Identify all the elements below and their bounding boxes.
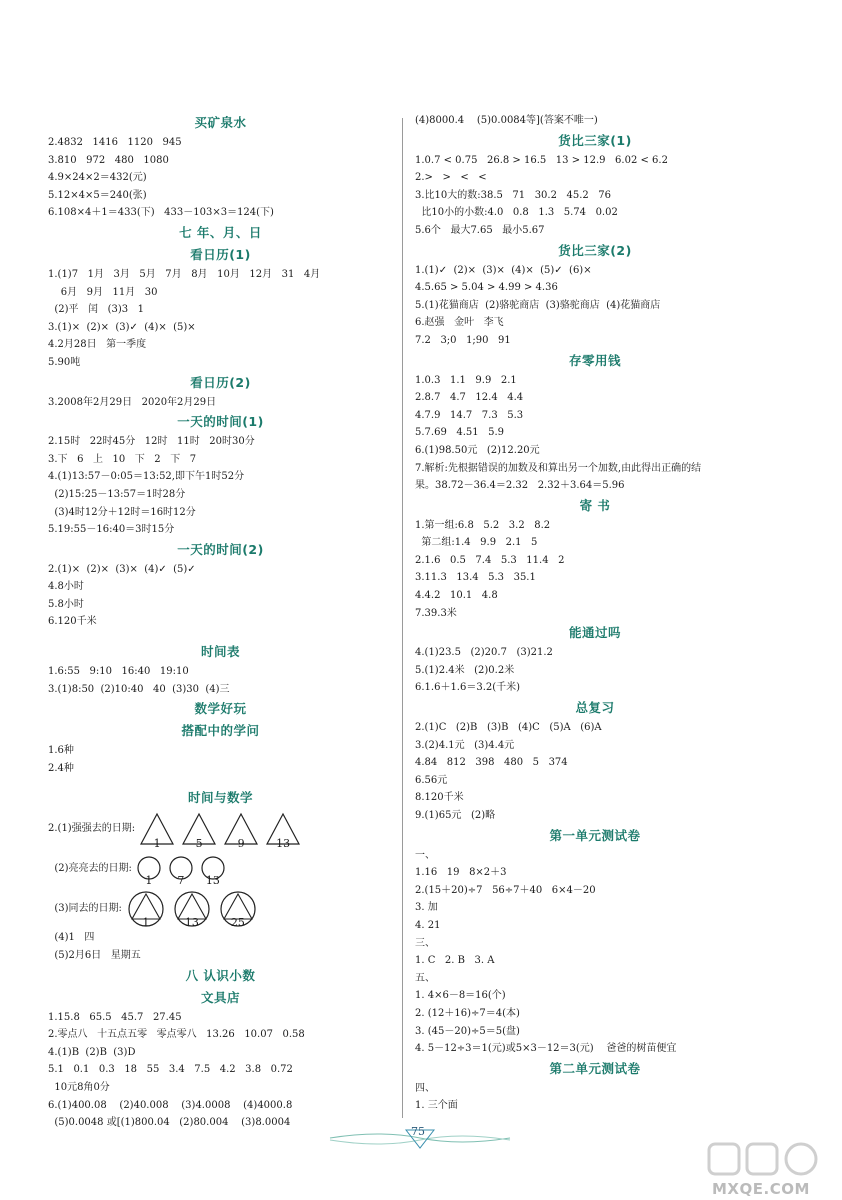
triangle-number xyxy=(223,812,259,851)
figure-answer-row xyxy=(48,849,393,889)
figure-answer-label: (3)同去的日期: xyxy=(48,903,122,915)
circled-triangle-number xyxy=(126,890,166,928)
answer-line: (4)1 四 xyxy=(48,932,95,944)
answer-line: 5.12×4×5＝240(张) xyxy=(48,189,147,201)
page-number: 75 xyxy=(411,1125,425,1138)
section-heading: 看日历(1) xyxy=(190,246,251,262)
answer-line: 3. (45－20)÷5＝5(盘) xyxy=(415,1025,520,1037)
answer-line: 1.0.7 < 0.75 26.8 > 16.5 13 > 12.9 6.02 < 6.2 xyxy=(415,154,668,166)
answer-line: 1. 三个面 xyxy=(415,1100,458,1112)
figure-answer-row xyxy=(48,889,393,929)
answer-line: 2.4种 xyxy=(48,762,74,774)
answer-line: 3.2008年2月29日 2020年2月29日 xyxy=(48,396,217,408)
answer-line: 5.1 0.1 0.3 18 55 3.4 7.5 4.2 3.8 0.72 xyxy=(48,1064,293,1076)
answer-line: 5.90吨 xyxy=(48,356,81,368)
section-heading: 货比三家(2) xyxy=(558,242,632,258)
answer-line: 4.5.65 > 5.04 > 4.99 > 4.36 xyxy=(415,282,558,294)
circled-triangle-number-text: 1 xyxy=(142,916,150,930)
section-heading: 一天的时间(2) xyxy=(177,541,264,557)
section-heading: 第二单元测试卷 xyxy=(549,1060,641,1076)
triangle-number-text: 5 xyxy=(195,837,203,851)
section-heading: 文具店 xyxy=(200,989,240,1005)
answer-line: (5)2月6日 星期五 xyxy=(48,950,141,962)
section-heading: 八 认识小数 xyxy=(185,967,256,983)
answer-line: 1.第一组:6.8 5.2 3.2 8.2 xyxy=(415,519,551,531)
circled-number-text: 7 xyxy=(177,874,185,888)
section-heading: 寄 书 xyxy=(579,497,611,513)
answer-line: 3.11.3 13.4 5.3 35.1 xyxy=(415,572,536,584)
answer-line: 1.16 19 8×2＋3 xyxy=(415,867,507,879)
answer-line: 5.7.69 4.51 5.9 xyxy=(415,427,505,439)
answer-line: 第二组:1.4 9.9 2.1 5 xyxy=(415,537,538,549)
answer-line: 8.120千米 xyxy=(415,792,464,804)
answer-line: 6.120千米 xyxy=(48,616,97,628)
section-heading: 货比三家(1) xyxy=(558,132,632,148)
answer-line: 2.1.6 0.5 7.4 5.3 11.4 2 xyxy=(415,554,565,566)
section-heading: 时间与数学 xyxy=(187,790,253,806)
answer-line: 3.下 6 上 10 下 2 下 7 xyxy=(48,453,197,465)
answer-line: 3.比10大的数:38.5 71 30.2 45.2 76 xyxy=(415,189,612,201)
answer-line: 比10小的小数:4.0 0.8 1.3 5.74 0.02 xyxy=(415,207,618,219)
section-heading: 买矿泉水 xyxy=(194,115,247,130)
triangle-number xyxy=(181,812,217,851)
left-answer-column xyxy=(48,112,393,1132)
triangle-number xyxy=(139,812,175,851)
circled-number xyxy=(168,852,194,886)
answer-line: 1.(1)7 1月 3月 5月 7月 8月 10月 12月 31 4月 xyxy=(48,268,321,280)
right-answer-column xyxy=(415,112,775,1115)
answer-line: 7.39.3米 xyxy=(415,607,457,619)
answer-line: 四、 xyxy=(415,1082,435,1094)
watermark-text: MXQE.COM xyxy=(712,1180,810,1198)
answer-line: 5.8小时 xyxy=(48,598,84,610)
answer-line: (5)0.0048 或[(1)800.04 (2)80.004 (3)8.0004 xyxy=(48,1117,291,1129)
circled-triangle-number xyxy=(172,890,212,928)
answer-line: 4.(1)B (2)B (3)D xyxy=(48,1046,136,1058)
answer-line: 10元8角0分 xyxy=(48,1082,110,1093)
answer-line: 一、 xyxy=(415,849,435,861)
answer-line: (2)15:25－13:57＝1时28分 xyxy=(48,488,186,500)
answer-line: 1.15.8 65.5 45.7 27.45 xyxy=(48,1011,182,1023)
answer-line: 三、 xyxy=(415,937,435,949)
answer-line: 6.108×4＋1＝433(下) 433－103×3＝124(下) xyxy=(48,207,274,219)
figure-answer-label: (2)亮亮去的日期: xyxy=(48,863,132,875)
answer-line: 7.2 3;0 1;90 91 xyxy=(415,334,511,346)
spacer xyxy=(48,631,393,641)
answer-line: 五、 xyxy=(415,972,435,984)
answer-line: 6.56元 xyxy=(415,774,448,786)
circled-number xyxy=(136,852,162,886)
figure-answer-row xyxy=(48,809,393,849)
answer-line: 5.(1)花猫商店 (2)骆驼商店 (3)骆驼商店 (4)花猫商店 xyxy=(415,299,661,311)
circled-number xyxy=(200,852,226,886)
section-heading: 看日历(2) xyxy=(190,374,251,390)
figure-answer-shapes xyxy=(139,812,301,851)
answer-line: 4.4.2 10.1 4.8 xyxy=(415,590,498,602)
answer-line: 2.(1)× (2)× (3)× (4)✓ (5)✓ xyxy=(48,563,196,575)
answer-line: 4.7.9 14.7 7.3 5.3 xyxy=(415,409,524,421)
section-heading: 能通过吗 xyxy=(568,625,621,641)
answer-line: 6.1.6＋1.6＝3.2(千米) xyxy=(415,682,521,694)
triangle-number-text: 13 xyxy=(276,837,291,851)
spacer xyxy=(48,777,393,787)
answer-line: 4.(1)13:57－0:05＝13:52,即下午1时52分 xyxy=(48,471,245,483)
answer-line: 2.15时 22时45分 12时 11时 20时30分 xyxy=(48,436,255,448)
answer-line: 1. C 2. B 3. A xyxy=(415,955,495,967)
answer-line: 2.零点八 十五点五零 零点零八 13.26 10.07 0.58 xyxy=(48,1029,305,1041)
answer-line: 6月 9月 11月 30 xyxy=(48,286,158,298)
circled-number-text: 13 xyxy=(205,874,220,888)
answer-line: 7.解析:先根据错误的加数及和算出另一个加数,由此得出正确的结 xyxy=(415,462,702,474)
circled-triangle-number-text: 25 xyxy=(230,916,245,930)
section-heading: 七 年、月、日 xyxy=(179,224,262,240)
triangle-number xyxy=(265,812,301,851)
answer-line: 6.赵强 金叶 李飞 xyxy=(415,317,504,329)
figure-answer-shapes xyxy=(136,852,226,886)
section-heading: 时间表 xyxy=(200,644,240,660)
answer-line: 1.6:55 9:10 16:40 19:10 xyxy=(48,666,189,678)
answer-line: 2.(1)C (2)B (3)B (4)C (5)A (6)A xyxy=(415,722,602,734)
answer-line: 2. (12＋16)÷7＝4(本) xyxy=(415,1007,520,1019)
answer-line: 3.(1)× (2)× (3)✓ (4)× (5)× xyxy=(48,321,196,333)
answer-line: (3)4时12分＋12时＝16时12分 xyxy=(48,506,196,518)
answer-line: 1.(1)✓ (2)× (3)× (4)× (5)✓ (6)× xyxy=(415,264,592,276)
section-heading: 一天的时间(1) xyxy=(177,414,264,430)
answer-line: 4.2月28日 第一季度 xyxy=(48,339,147,351)
answer-line: 4.8小时 xyxy=(48,581,84,593)
section-heading: 数学好玩 xyxy=(194,701,247,717)
answer-line: 2.> > < < xyxy=(415,172,487,184)
circled-triangle-number xyxy=(218,890,258,928)
figure-answer-label: 2.(1)强强去的日期: xyxy=(48,823,136,835)
answer-line: 5.(1)2.4米 (2)0.2米 xyxy=(415,664,515,676)
section-heading: 总复习 xyxy=(575,700,615,716)
answer-line: 3.(1)8:50 (2)10:40 40 (3)30 (4)三 xyxy=(48,683,230,695)
answer-line: (4)8000.4 (5)0.0084等](答案不唯一) xyxy=(415,115,598,126)
figure-answer-shapes xyxy=(126,890,258,928)
section-heading: 搭配中的学问 xyxy=(181,723,260,739)
section-heading: 第一单元测试卷 xyxy=(549,827,641,843)
answer-line: 9.(1)65元 (2)略 xyxy=(415,810,496,821)
answer-line: 2.4832 1416 1120 945 xyxy=(48,137,182,148)
triangle-number-text: 9 xyxy=(237,837,245,851)
answer-line: 5.19:55－16:40＝3时15分 xyxy=(48,524,175,536)
answer-line: 4.84 812 398 480 5 374 xyxy=(415,757,568,769)
answer-line: 4. 5－12÷3＝1(元)或5×3－12＝3(元) 爸爸的树苗便宜 xyxy=(415,1043,677,1055)
answer-line: 2.8.7 4.7 12.4 4.4 xyxy=(415,392,524,404)
answer-line: 6.(1)400.08 (2)40.008 (3)4.0008 (4)4000.8 xyxy=(48,1099,293,1111)
answer-line: 3.(2)4.1元 (3)4.4元 xyxy=(415,739,515,751)
answer-line: 1. 4×6－8＝16(个) xyxy=(415,990,506,1002)
answer-line: 4.(1)23.5 (2)20.7 (3)21.2 xyxy=(415,647,553,659)
answer-line: 4. 21 xyxy=(415,919,441,931)
circled-number-text: 1 xyxy=(145,874,153,888)
answer-line: 6.(1)98.50元 (2)12.20元 xyxy=(415,444,540,456)
circled-triangle-number-text: 13 xyxy=(184,916,199,930)
answer-line: 2.(15＋20)÷7 56÷7＋40 6×4－20 xyxy=(415,884,596,896)
answer-line: (2)平 闰 (3)3 1 xyxy=(48,304,145,316)
answer-line: 4.9×24×2＝432(元) xyxy=(48,172,147,184)
answer-line: 3.810 972 480 1080 xyxy=(48,154,169,166)
column-divider xyxy=(402,118,403,1118)
triangle-number-text: 1 xyxy=(153,837,161,851)
answer-line: 3. 加 xyxy=(415,902,438,914)
answer-line: 1.0.3 1.1 9.9 2.1 xyxy=(415,374,517,386)
answer-line: 果。38.72－36.4＝2.32 2.32＋3.64＝5.96 xyxy=(415,480,625,492)
answer-line: 1.6种 xyxy=(48,745,74,757)
answer-line: 5.6个 最大7.65 最小5.67 xyxy=(415,224,545,236)
section-heading: 存零用钱 xyxy=(568,352,621,368)
